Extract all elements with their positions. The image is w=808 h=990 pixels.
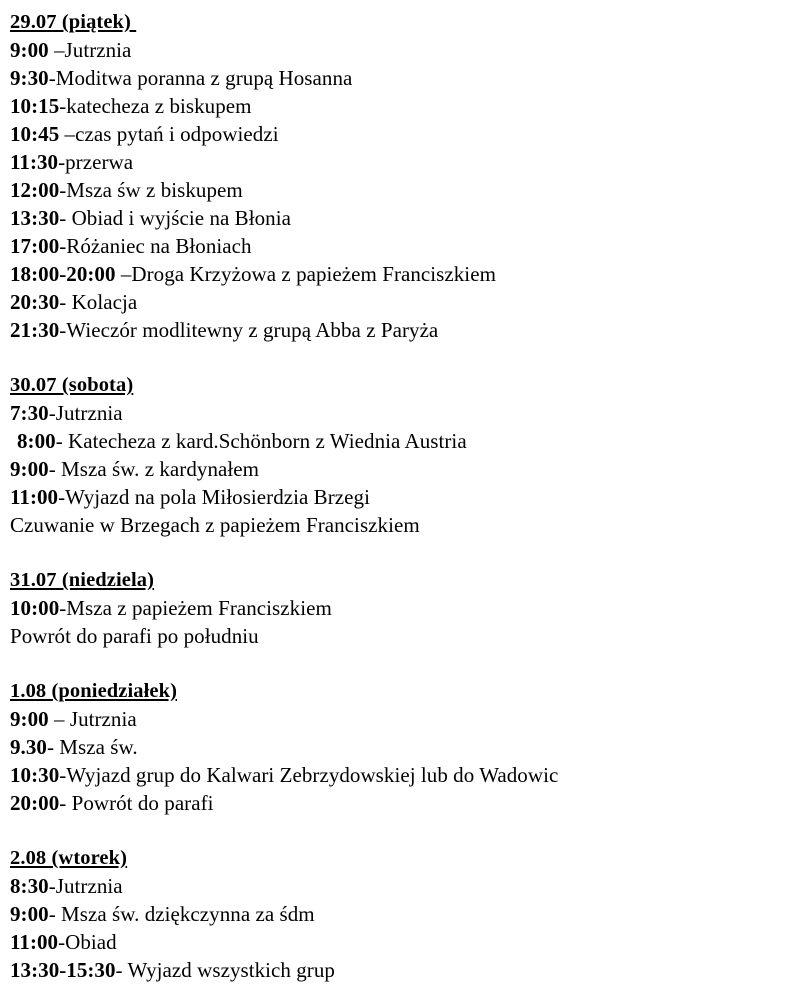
day-heading bbox=[10, 844, 808, 872]
day-separator bbox=[10, 344, 808, 371]
entry-description: - Msza św. dziękczynna za śdm bbox=[48, 902, 315, 926]
entry-time: 10:45 bbox=[10, 122, 60, 146]
entry-time: 13:30 bbox=[10, 206, 60, 230]
entry-time: 17:00 bbox=[10, 234, 60, 258]
day-heading-text: 31.07 (niedziela) bbox=[10, 569, 155, 591]
entry-description: -Różaniec na Błoniach bbox=[59, 234, 252, 258]
schedule-entry bbox=[10, 622, 808, 650]
entry-description: Czuwanie w Brzegach z papieżem Franciszkiem bbox=[10, 513, 420, 537]
day-heading-text: 30.07 (sobota) bbox=[10, 374, 134, 396]
schedule-entry bbox=[10, 260, 808, 288]
schedule-entry bbox=[10, 316, 808, 344]
day-block bbox=[10, 566, 808, 650]
day-heading bbox=[10, 677, 808, 705]
entry-time: 18:00-20:00 bbox=[10, 262, 116, 286]
entry-time: 11:30 bbox=[10, 150, 59, 174]
day-heading-text: 1.08 (poniedziałek) bbox=[10, 680, 178, 702]
schedule-entry bbox=[10, 427, 808, 455]
schedule-entry bbox=[10, 594, 808, 622]
schedule-entry bbox=[10, 733, 808, 761]
entry-time: 9:00 bbox=[10, 457, 49, 481]
schedule-entry bbox=[10, 148, 808, 176]
schedule-entry bbox=[10, 36, 808, 64]
schedule-entry bbox=[10, 483, 808, 511]
entry-description: - Powrót do parafi bbox=[59, 791, 214, 815]
entry-description: -Wyjazd grup do Kalwari Zebrzydowskiej lub do Wadowic bbox=[59, 763, 559, 787]
schedule-entry bbox=[10, 455, 808, 483]
entry-description: - Katecheza z kard.Schönborn z Wiednia Austria bbox=[55, 429, 467, 453]
day-block bbox=[10, 8, 808, 344]
entry-time: 21:30 bbox=[10, 318, 60, 342]
entry-description: -Msza św z biskupem bbox=[59, 178, 243, 202]
day-heading-text: 2.08 (wtorek) bbox=[10, 847, 128, 869]
schedule-entry bbox=[10, 399, 808, 427]
day-block bbox=[10, 371, 808, 539]
entry-time: 7:30 bbox=[10, 401, 49, 425]
entry-description: -Wieczór modlitewny z grupą Abba z Paryża bbox=[59, 318, 439, 342]
entry-description: Powrót do parafi po południu bbox=[10, 624, 259, 648]
entry-description: -Wyjazd na pola Miłosierdzia Brzegi bbox=[58, 485, 370, 509]
day-block bbox=[10, 844, 808, 984]
entry-description: -katecheza z biskupem bbox=[59, 94, 252, 118]
schedule-entry bbox=[10, 789, 808, 817]
entry-description: -Jutrznia bbox=[48, 874, 123, 898]
entry-time: 11:00 bbox=[10, 930, 59, 954]
schedule-entry bbox=[10, 956, 808, 984]
schedule-entry bbox=[10, 92, 808, 120]
entry-time: 12:00 bbox=[10, 178, 60, 202]
day-heading bbox=[10, 8, 808, 36]
entry-description: –Jutrznia bbox=[48, 38, 132, 62]
entry-time: 8:00 bbox=[17, 429, 56, 453]
entry-time: 9:00 bbox=[10, 902, 49, 926]
schedule-entry bbox=[10, 204, 808, 232]
schedule-entry bbox=[10, 872, 808, 900]
entry-time: 10:30 bbox=[10, 763, 60, 787]
day-heading-text: 29.07 (piątek) bbox=[10, 11, 137, 33]
entry-description: - Msza św. bbox=[46, 735, 138, 759]
schedule-entry bbox=[10, 176, 808, 204]
schedule-entry bbox=[10, 232, 808, 260]
day-heading bbox=[10, 566, 808, 594]
day-separator bbox=[10, 539, 808, 566]
entry-description: –czas pytań i odpowiedzi bbox=[59, 122, 279, 146]
entry-time: 8:30 bbox=[10, 874, 49, 898]
entry-description: -Msza z papieżem Franciszkiem bbox=[59, 596, 332, 620]
entry-description: - Msza św. z kardynałem bbox=[48, 457, 260, 481]
entry-description: -Moditwa poranna z grupą Hosanna bbox=[48, 66, 353, 90]
entry-time: 9:00 bbox=[10, 38, 49, 62]
entry-description: - Kolacja bbox=[59, 290, 138, 314]
entry-time: 10:00 bbox=[10, 596, 60, 620]
day-separator bbox=[10, 650, 808, 677]
entry-time: 20:00 bbox=[10, 791, 60, 815]
entry-description: –Droga Krzyżowa z papieżem Franciszkiem bbox=[115, 262, 496, 286]
entry-description: -Jutrznia bbox=[48, 401, 123, 425]
schedule-entry bbox=[10, 900, 808, 928]
schedule-entry bbox=[10, 64, 808, 92]
schedule-entry bbox=[10, 120, 808, 148]
day-heading bbox=[10, 371, 808, 399]
entry-time: 9.30 bbox=[10, 735, 47, 759]
entry-time: 10:15 bbox=[10, 94, 60, 118]
entry-time: 13:30-15:30 bbox=[10, 958, 116, 982]
schedule-entry bbox=[10, 511, 808, 539]
entry-time: 20:30 bbox=[10, 290, 60, 314]
schedule-entry bbox=[10, 928, 808, 956]
schedule-entry bbox=[10, 288, 808, 316]
entry-time: 11:00 bbox=[10, 485, 59, 509]
day-separator bbox=[10, 817, 808, 844]
entry-description: - Wyjazd wszystkich grup bbox=[115, 958, 335, 982]
entry-description: – Jutrznia bbox=[48, 707, 137, 731]
schedule-entry bbox=[10, 761, 808, 789]
day-block bbox=[10, 677, 808, 817]
entry-description: -przerwa bbox=[58, 150, 134, 174]
entry-time: 9:00 bbox=[10, 707, 49, 731]
schedule-entry bbox=[10, 705, 808, 733]
entry-description: -Obiad bbox=[58, 930, 117, 954]
entry-description: - Obiad i wyjście na Błonia bbox=[59, 206, 291, 230]
entry-time: 9:30 bbox=[10, 66, 49, 90]
